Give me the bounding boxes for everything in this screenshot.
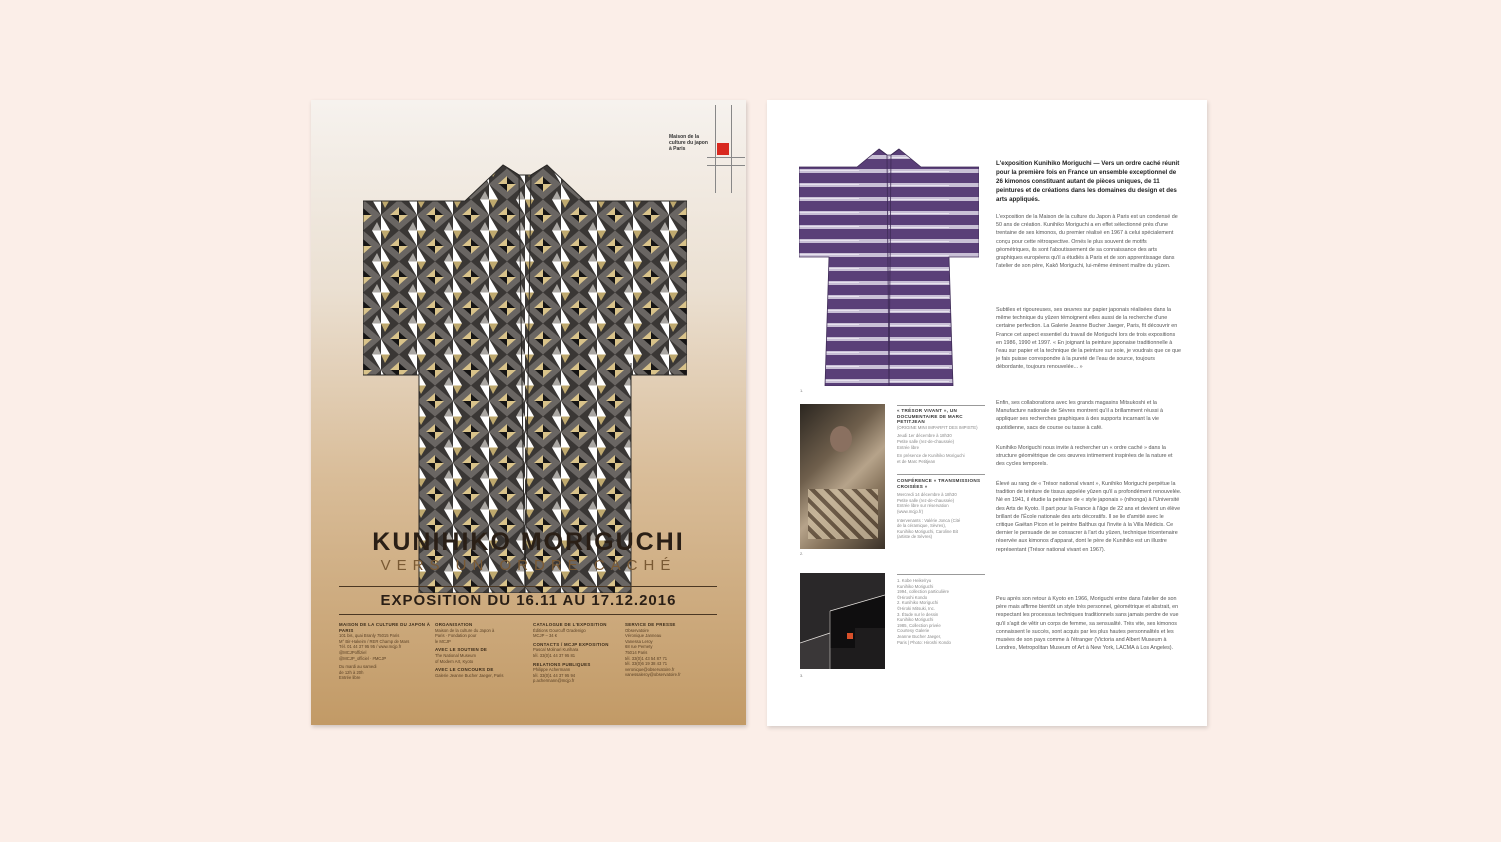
event-heading: « TRÉSOR VIVANT », UN DOCUMENTAIRE DE MARC PETITJEAN: [897, 408, 963, 425]
credit-line: Maison de la culture du Japon à: [435, 627, 495, 633]
credit-line: Philippe Achermann: [533, 667, 571, 673]
credit-line: le MCJP: [435, 638, 451, 644]
credit-line: p.achermann@mcjp.fr: [533, 678, 575, 684]
event-line: Petite salle (rez-de-chaussée): [897, 438, 955, 444]
credit-line: 1. Kobe Heike/ryu: [897, 578, 932, 583]
credit-line: Éditions Gourcuff Gradenigo: [533, 627, 586, 633]
exhibition-dates: EXPOSITION DU 16.11 AU 17.12.2016: [380, 592, 677, 609]
credit-line: Kunihiko Moriguchi: [897, 617, 934, 623]
mcjp-logo: [707, 105, 745, 193]
credit-line: Véronique Janneau: [625, 633, 662, 639]
caption-number: 3.: [800, 673, 804, 678]
credit-line: 3. Étude sur le dessin: [897, 611, 939, 617]
caption-number: 2.: [800, 551, 804, 556]
credit-line: veronique@observatoire.fr: [625, 666, 675, 672]
event-tag: (ORIGINE MINI IMPARFIT DES IMPISTE): [897, 424, 978, 430]
credit-line: Paris · Fondation pour: [435, 633, 477, 639]
divider: [339, 586, 717, 587]
credit-heading: CONTACTS / MCJP EXPOSITION: [533, 641, 609, 647]
credit-line: 2. Kunihiko Moriguchi: [897, 600, 939, 606]
credit-line: vanessaleroy@observatoire.fr: [625, 672, 681, 678]
credit-line: Vanessa Leroy: [625, 638, 653, 644]
red-square-icon: [717, 143, 729, 155]
event-line: Petite salle (rez-de-chaussée): [897, 497, 955, 503]
credit-line: of Modern Art, Kyoto: [435, 658, 474, 664]
image-credits: [897, 578, 985, 645]
body-paragraph: Kunihiko Moriguchi nous invite à rechercher un « ordre caché » dans la structure géométrique de ces œuvres intimement inspirées de la nature et des cycles temporels.: [996, 445, 1173, 468]
credit-heading: CATALOGUE DE L'EXPOSITION: [533, 622, 607, 627]
caption-number: 1.: [800, 388, 804, 393]
credit-heading: AVEC LE SOUTIEN DE: [435, 647, 488, 653]
fabric-detail: [808, 489, 878, 539]
striped-kimono-image: [799, 147, 979, 386]
credit-line: Du mardi au samedi: [339, 664, 377, 670]
credit-line: de 12h à 20h: [339, 669, 364, 675]
body-paragraph: Élevé au rang de « Trésor national vivant », Kunihiko Moriguchi perpétue la tradition de teinture de tissus appelée yûzen qu'il a profondément renouvelée. Né en 1941, il étudie la peinture de « style japonais » (nihonga) à l'Université des Arts de Kyoto. Il part pour la France à l'âge de 22 ans et devient un élève brillant de l'École nationale des arts décoratifs. Il se lie d'amitié avec le critique Gaëtan Picon et le peintre Balthus qui l'invite à la Villa Médicis. Ce dernier le persuade de se consacrer à l'art du yûzen, technique tricentenaire réservée aux kimonos d'apparat, dont le père de Kunihiko est un illustre représentant (Trésor national vivant en 1967).: [996, 481, 1182, 553]
body-paragraph: Enfin, ses collaborations avec les grands magasins Mitsukoshi et la Manufacture nationale de Sèvres montrent qu'il a brillamment réussi à appliquer ses recherches graphiques à des supports incarnant la vie quotidienne, sacs de course ou tasse à café.: [996, 400, 1164, 431]
event-line: Mercredi 14 décembre à 18h30: [897, 492, 957, 498]
credits-press: [625, 622, 719, 678]
credit-line: MCJP – 34 €: [533, 633, 558, 639]
credit-line: Entrée libre: [339, 675, 361, 681]
credit-line: Pascal Molinari Kurihara: [533, 647, 579, 653]
credit-line: ©Hiroki Mitsuki, Inc.: [897, 605, 936, 611]
body-paragraph: Subtiles et rigoureuses, ses œuvres sur papier japonais réalisées dans la même technique du yûzen témoignent elles aussi de la recherche d'une certaine perfection. La Galerie Jeanne Bucher Jaeger, Paris, fit découvrir en France cet aspect essentiel du travail de Moriguchi lors de trois expositions en 1986, 1990 et 1997. « En joignant la peinture japonaise traditionnelle à l'eau sur papier et la technique de la peinture sur soie, je voudrais que ce que je fais puisse correspondre à la pureté de l'eau de source, toujours débordante, toujours renouvelée... »: [996, 307, 1182, 371]
credit-line: Tél. 01 44 37 95 95 / www.mcjp.fr: [339, 644, 402, 650]
divider: [897, 405, 985, 406]
body-paragraph: L'exposition de la Maison de la culture du Japon à Paris est un condensé de 50 ans de création. Kunihiko Moriguchi a en effet sélectionné près d'une trentaine de ses kimonos, du premier réalisé en 1967 à celui spécialement conçu pour cette rétrospective. Ornés le plus souvent de motifs géométriques, ils sont l'aboutissement de sa connaissance des arts graphiques européens qu'il a étudiés à Paris et de son apprentissage dans l'atelier de son père, Kakô Moriguchi, lui-même éminent maître du yûzen.: [996, 214, 1178, 270]
credit-line: @MCJP_officiel · #MCJP: [339, 655, 387, 661]
credit-line: Jeanne Bucher Jaeger,: [897, 633, 942, 639]
exhibition-subtitle: VERS UN ORDRE CACHÉ: [380, 557, 677, 574]
credit-heading: MAISON DE LA CULTURE DU JAPON À PARIS: [339, 622, 431, 633]
artist-name: KUNIHIKO MORIGUCHI: [372, 528, 685, 556]
credit-line: tél. 33(0)6 19 38 43 71: [625, 661, 668, 667]
event-line: Entrée libre sur réservation: [897, 503, 949, 509]
credit-heading: RELATIONS PUBLIQUES: [533, 661, 591, 667]
credit-line: 1994, collection particulière: [897, 589, 950, 595]
event-line: de la céramique, Sèvres),: [897, 523, 946, 529]
credits-organisation: [435, 622, 529, 678]
credit-line: @MCJPoffiziel: [339, 649, 367, 655]
geometric-artwork-photo: [800, 573, 885, 669]
event-line: (artiste de Sèvres): [897, 534, 933, 540]
credits-catalogue: [533, 622, 625, 684]
event-line: Entrée libre: [897, 444, 919, 450]
divider: [897, 574, 985, 575]
event-heading: CONFÉRENCE « TRANSMISSIONS CROISÉES »: [897, 478, 981, 489]
credit-line: tél. 33(0)1 44 37 95 81: [533, 652, 576, 658]
credit-line: 68 rue Pernety: [625, 644, 653, 650]
credit-heading: ORGANISATION: [435, 622, 473, 627]
event-line: et de Marc Petitjean: [897, 458, 936, 464]
credit-line: ©Hiroshi Kondo: [897, 594, 928, 600]
credit-line: 75014 Paris: [625, 649, 648, 655]
credit-heading: AVEC LE CONCOURS DE: [435, 667, 494, 673]
credit-line: Observatoire: [625, 627, 649, 633]
credits-venue: [339, 622, 431, 681]
credit-line: 101 bis, quai Branly 75015 Paris: [339, 633, 400, 639]
event-line: En présence de Kunihiko Moriguchi: [897, 453, 965, 459]
divider: [339, 614, 717, 615]
lead-paragraph: L'exposition Kunihiko Moriguchi — Vers un ordre caché réunit pour la première fois en France un ensemble exceptionnel de 26 kimonos constituant autant de pièces uniques, de 11 peintures et de créations dans les domaines du design et des arts appliqués.: [996, 160, 1180, 203]
credit-line: Kunihiko Moriguchi: [897, 583, 934, 589]
artist-photo: [800, 404, 885, 549]
info-sheet: [767, 100, 1207, 726]
body-paragraph: Peu après son retour à Kyoto en 1966, Moriguchi entre dans l'atelier de son père mais affirme bientôt un style très personnel, géométrique et abstrait, en respectant les processus techniques traditionnels sans jamais perdre de vue qu'il s'agit de vêtir un corps de femme, sa sensualité. Très vite, ses kimonos connaissent le succès, sont acquis par les plus hautes personnalités et les musées de son pays comme à l'étranger (Victoria and Albert Museum à Londres, Metropolitan Museum of Art à New York, LACMA à Los Angeles).: [996, 596, 1179, 652]
divider: [897, 474, 985, 475]
geometric-kimono-image: [363, 153, 687, 593]
credit-heading: SERVICE DE PRESSE: [625, 622, 676, 627]
credit-line: M° Bir-Hakeim / RER Champ de Mars: [339, 638, 410, 644]
credit-line: The National Museum: [435, 652, 476, 658]
credit-line: Courtesy Galerie: [897, 628, 930, 634]
credit-line: 1985, Collection privée: [897, 622, 941, 628]
conference-event: [897, 478, 985, 540]
documentary-event: [897, 408, 985, 464]
org-label: Maison de la culture du japon à Paris: [669, 134, 708, 152]
credit-line: Galerie Jeanne Bucher Jaeger, Paris: [435, 672, 504, 678]
artist-face: [830, 426, 852, 452]
event-line: Jeudi 1er décembre à 18h30: [897, 433, 952, 439]
credit-line: Paris | Photo: Hiroshi Kondo: [897, 639, 951, 645]
credit-line: tél. 33(0)1 43 54 87 71: [625, 655, 668, 661]
exhibition-poster: [311, 100, 746, 725]
event-line: Intervenants : Valérie Jonca (Cité: [897, 517, 961, 523]
event-line: Kunihiko Moriguchi, Caroline Bit: [897, 528, 958, 534]
orange-square-icon: [847, 633, 853, 639]
credit-line: tél. 33(0)1 44 37 95 94: [533, 672, 576, 678]
event-line: (www.mcjp.fr): [897, 508, 924, 514]
